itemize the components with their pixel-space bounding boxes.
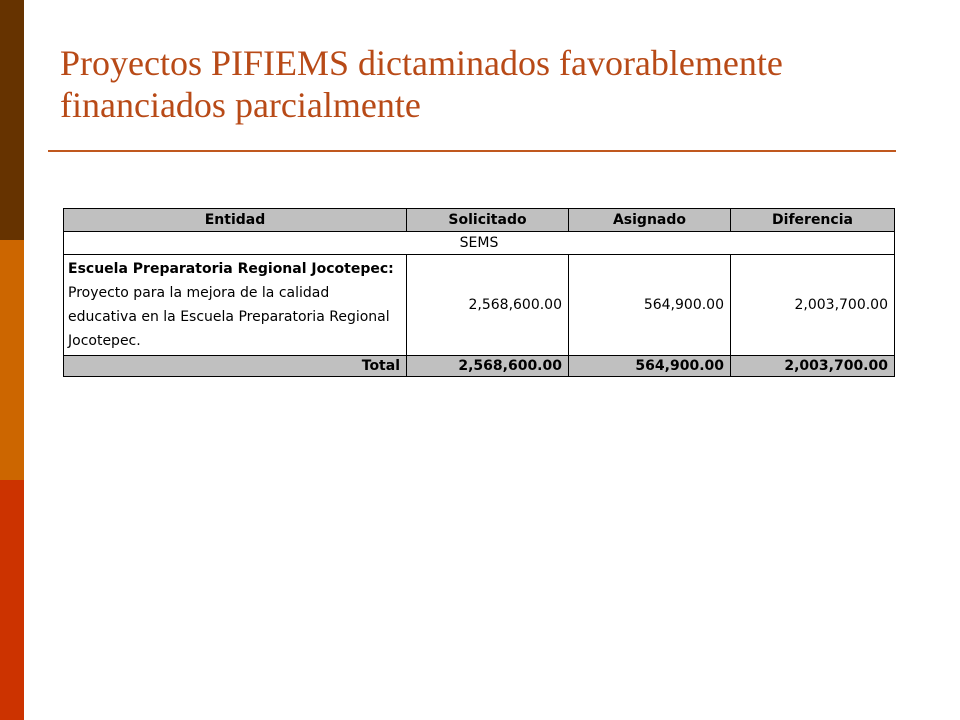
slide-title-line-2: financiados parcialmente bbox=[60, 85, 421, 125]
header-asignado: Asignado bbox=[569, 209, 731, 232]
diferencia-cell: 2,003,700.00 bbox=[731, 255, 895, 356]
header-entidad: Entidad bbox=[64, 209, 407, 232]
asignado-cell: 564,900.00 bbox=[569, 255, 731, 356]
table-header-row bbox=[64, 209, 895, 232]
accent-bar-bottom bbox=[0, 480, 24, 720]
accent-bar-top bbox=[0, 0, 24, 240]
title-underline bbox=[48, 150, 896, 152]
solicitado-cell: 2,568,600.00 bbox=[407, 255, 569, 356]
slide-title bbox=[60, 42, 920, 126]
group-row bbox=[64, 232, 895, 255]
header-diferencia: Diferencia bbox=[731, 209, 895, 232]
total-asignado: 564,900.00 bbox=[569, 356, 731, 377]
group-label: SEMS bbox=[64, 232, 895, 255]
entity-name: Escuela Preparatoria Regional Jocotepec: bbox=[68, 261, 394, 277]
header-solicitado: Solicitado bbox=[407, 209, 569, 232]
total-solicitado: 2,568,600.00 bbox=[407, 356, 569, 377]
slide-title-line-1: Proyectos PIFIEMS dictaminados favorablemente bbox=[60, 43, 783, 83]
total-row bbox=[64, 356, 895, 377]
total-label: Total bbox=[64, 356, 407, 377]
projects-table bbox=[63, 208, 895, 377]
table-row bbox=[64, 255, 895, 356]
total-diferencia: 2,003,700.00 bbox=[731, 356, 895, 377]
accent-bar-middle bbox=[0, 240, 24, 480]
entity-description: Proyecto para la mejora de la calidad educativa en la Escuela Preparatoria Regional Jocotepec. bbox=[68, 285, 390, 349]
entity-cell bbox=[64, 255, 407, 356]
